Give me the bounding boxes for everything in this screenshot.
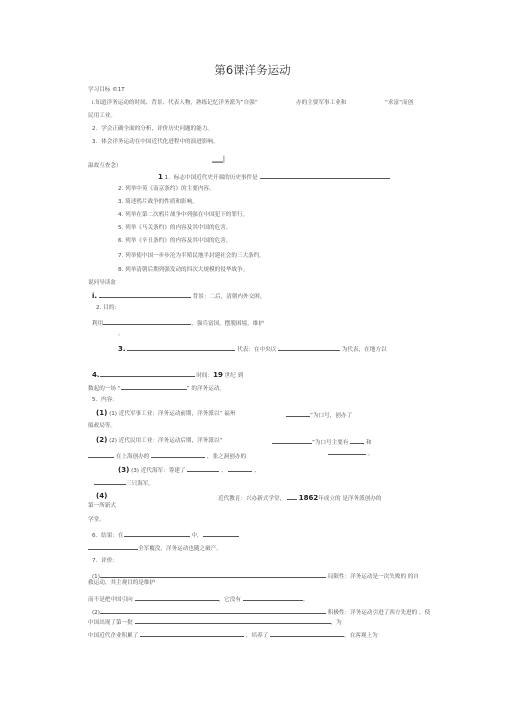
evaluation-2-cont: 中国出现了第一批 ，为: [88, 617, 342, 627]
goal-1-part-a: i.知道洋务运动的时间、背景、代表人物，熟练记忆洋务派为“自强”: [92, 100, 258, 106]
review-item-2: 2. 列举中英《南京条约》的主要内容。: [118, 186, 215, 192]
review-mark: ▁▁|: [212, 155, 226, 163]
content-3-end: 三只海军。: [94, 478, 154, 488]
preview-item-4: 4. 时间：19 世纪 到: [92, 371, 244, 379]
preview-item-2: 2. 目的：: [96, 305, 120, 311]
preview-item-1: i. 背景：二后，清朝内外交困。: [92, 292, 266, 300]
content-4-cont: 第一所新式: [88, 503, 116, 509]
review-item-7: 7. 列举使中国一步步沦为半殖民地半封建社会的三大条约。: [118, 253, 265, 259]
result-line: 6．结果：在 中，: [92, 530, 239, 540]
evaluation-1-end: 而不是把中国引向 ，它没有 。: [88, 594, 308, 604]
review-item-6: 6. 列举《辛丑条约》的内容及其中国的危害。: [118, 238, 232, 244]
evaluation-2-end: 中国近代企业积累了 ，培养了 ，在客观上为: [88, 630, 378, 640]
preview-item-3: 3. 代表：在中央以 为代表，在地方以: [118, 345, 387, 353]
review-item-5: 5. 列举《马关条约》的内容及其中国的危害。: [118, 225, 232, 231]
preview-item-2-end: 。: [118, 331, 124, 337]
goal-1-part-b: 办的主要军事工业和: [296, 100, 347, 106]
review-item-8: 8. 列举清朝后期列强发动的四次大规模的侵华战争。: [118, 267, 249, 273]
content-1-slogan: ”为口号，创办了: [286, 410, 352, 420]
content-4: 近代教育：兴办新式学堂， 1862年成立的 是洋务派创办的: [218, 494, 382, 502]
goal-1-part-c: “求富”而创: [385, 100, 414, 106]
content-1-end: 船政局等。: [88, 423, 116, 429]
content-2-end: 。: [328, 448, 373, 458]
review-item-3: 3. 简述鸦片战争的性质和影响。: [118, 199, 198, 205]
goal-1-part-d: 民用工业。: [88, 113, 116, 119]
content-2-detail: 在上海创办的 ，张之洞创办的: [88, 451, 246, 461]
result-line-2: 全军覆没，洋务运动也随之破产。: [88, 543, 222, 553]
preview-label: 说问导读盆: [88, 280, 116, 286]
content-1: (1) (1) 近代军事工业：洋务运动前期，洋务派以“ 福州: [96, 409, 236, 417]
evaluation-label: 7．评价：: [92, 558, 118, 564]
page-title: 第6课洋务运动: [214, 63, 291, 77]
goals-label: 学习目标 ©1T: [88, 87, 125, 93]
review-item-1: 1 1．标志中国近代史开端的历史事件是: [158, 172, 390, 182]
content-2: (2) (2) 近代民用工业：洋务运动后期，洋务派以“: [96, 436, 223, 444]
review-item-4: 4. 列举在第二次鸦片战争中列强在中国犯下的罪行。: [118, 212, 249, 218]
content-3: (3) (3) 近代海军：筹建了 、 、: [118, 466, 260, 474]
evaluation-1: (1) 局限性：洋务运动是一次失败的 的自: [92, 571, 419, 581]
content-4-num: (4): [96, 492, 108, 500]
preview-item-2-detail: 利用 ，强兵富国，摆脱困境，维护: [92, 318, 264, 328]
preview-item-4-detail: 数起的一场 “ ” 的洋务运动。: [88, 383, 225, 393]
evaluation-2: (2) 积极性：洋务运动引进了西方先进的 ，使: [92, 607, 430, 617]
goal-3: 3．体会洋务运动在中国近代化进程中的演进影响。: [92, 139, 219, 145]
evaluation-1-cont: 救运动，其主观目的是维护: [88, 580, 156, 586]
content-label: 5．内容：: [92, 397, 118, 403]
content-4-end: 学堂。: [88, 517, 105, 523]
goal-2: 2．学会正确全面的分析，评价历史问题的能力。: [92, 126, 214, 132]
content-2-slogan: ”为口号主要有 和: [272, 437, 372, 447]
review-label: 温故互查念）: [88, 163, 122, 169]
